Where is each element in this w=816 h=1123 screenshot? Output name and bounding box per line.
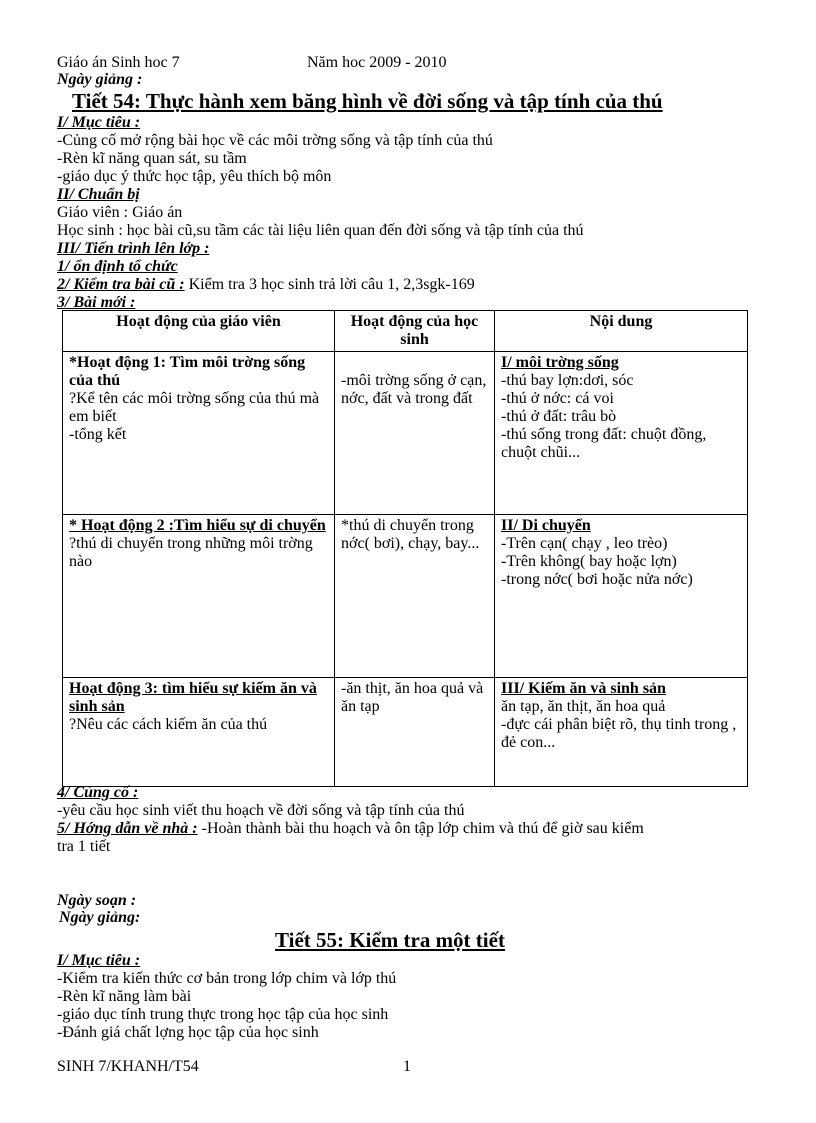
lesson55-objective: -Rèn kĩ năng làm bài bbox=[57, 988, 192, 1005]
table-header-student: Hoạt động của học sinh bbox=[335, 311, 495, 352]
lesson54-title: Tiết 54: Thực hành xem băng hình về đời sống và tập tính của thú bbox=[72, 89, 663, 113]
content-cell bbox=[495, 515, 748, 678]
teacher-activity-line: ?thú di chuyển trong những môi trờng nào bbox=[69, 535, 313, 570]
header-left: Giáo án Sinh hoc 7 bbox=[57, 54, 180, 71]
table-row bbox=[63, 678, 748, 787]
lesson54-objective: -Rèn kĩ năng quan sát, su tầm bbox=[57, 150, 247, 167]
lesson54-step2-text: Kiểm tra 3 học sinh trả lời câu 1, 2,3sgk-169 bbox=[184, 276, 475, 293]
student-cell bbox=[335, 515, 495, 678]
content-line: ăn tạp, ăn thịt, ăn hoa quả bbox=[501, 698, 666, 715]
content-cell bbox=[495, 678, 748, 787]
student-cell bbox=[335, 678, 495, 787]
teacher-activity-line: ?Nêu các cách kiếm ăn của thú bbox=[69, 716, 268, 733]
page-number: 1 bbox=[403, 1058, 411, 1075]
table-header-teacher: Hoạt động của giáo viên bbox=[63, 311, 335, 352]
content-title: III/ Kiếm ăn và sinh sản bbox=[501, 680, 666, 697]
content-line: -Trên không( bay hoặc lợn) bbox=[501, 553, 677, 570]
lesson54-step1: 1/ ổn định tổ chức bbox=[57, 258, 178, 275]
table-header-content: Nội dung bbox=[495, 311, 748, 352]
teacher-activity-line: -tổng kết bbox=[69, 426, 127, 443]
content-line: -thú bay lợn:dơi, sóc bbox=[501, 372, 634, 389]
lesson54-step2-label: 2/ Kiểm tra bài cũ : bbox=[57, 276, 185, 293]
content-title: II/ Di chuyển bbox=[501, 517, 591, 534]
lesson54-step4-text: -yêu cầu học sinh viết thu hoạch về đời sống và tập tính của thú bbox=[57, 802, 465, 819]
lesson54-step3: 3/ Bài mới : bbox=[57, 294, 136, 311]
activity-table bbox=[62, 310, 748, 787]
lesson54-prep-teacher: Giáo viên : Giáo án bbox=[57, 204, 183, 221]
table-header-row bbox=[63, 311, 748, 352]
lesson54-step5 bbox=[57, 820, 644, 838]
content-line: -thú ở nớc: cá voi bbox=[501, 390, 614, 407]
table-row bbox=[63, 352, 748, 515]
student-activity-line: *thú di chuyển trong nớc( bơi), chạy, bay... bbox=[341, 517, 480, 552]
lesson55-objectives-heading: I/ Mục tiêu : bbox=[57, 952, 141, 969]
lesson55-prep-date-label: Ngày soạn : bbox=[57, 892, 137, 909]
lesson54-objective: -Củng cố mở rộng bài học về các môi trờng sống và tập tính của thú bbox=[57, 132, 493, 149]
lesson54-step5-text-continued: tra 1 tiết bbox=[57, 838, 111, 855]
teacher-activity-title: * Hoạt động 2 :Tìm hiểu sự di chuyển bbox=[69, 517, 326, 534]
lesson55-objective: -giáo dục tính trung thực trong học tập của học sinh bbox=[57, 1006, 389, 1023]
teacher-cell bbox=[63, 678, 335, 787]
content-line: -thú ở đất: trâu bò bbox=[501, 408, 617, 425]
student-activity-line: -môi trờng sống ở cạn, nớc, đất và trong đất bbox=[341, 372, 487, 407]
content-line: -Trên cạn( chạy , leo trèo) bbox=[501, 535, 668, 552]
lesson54-objective: -giáo dục ý thức học tập, yêu thích bộ môn bbox=[57, 168, 332, 185]
teacher-activity-title: *Hoạt động 1: Tìm môi trờng sống của thú bbox=[69, 354, 306, 389]
teacher-cell bbox=[63, 515, 335, 678]
lesson54-date-label: Ngày giảng : bbox=[57, 71, 143, 88]
content-line: -đực cái phân biệt rõ, thụ tinh trong , đẻ con... bbox=[501, 716, 737, 751]
lesson55-objective: -Kiểm tra kiến thức cơ bản trong lớp chim và lớp thú bbox=[57, 970, 397, 987]
lesson54-step2 bbox=[57, 276, 475, 294]
lesson55-date-label: Ngày giảng: bbox=[59, 909, 141, 926]
table-row bbox=[63, 515, 748, 678]
lesson55-title: Tiết 55: Kiểm tra một tiết bbox=[275, 928, 505, 952]
lesson54-objectives-heading: I/ Mục tiêu : bbox=[57, 114, 141, 131]
lesson55-objective: -Đánh giá chất lợng học tập của học sinh bbox=[57, 1024, 319, 1041]
lesson54-step5-label: 5/ Hớng dẫn về nhà : bbox=[57, 820, 198, 837]
lesson54-process-heading: III/ Tiến trình lên lớp : bbox=[57, 240, 210, 257]
header-right: Năm hoc 2009 - 2010 bbox=[307, 54, 447, 71]
content-cell bbox=[495, 352, 748, 515]
content-title: I/ môi trờng sống bbox=[501, 354, 619, 371]
teacher-activity-line: ?Kể tên các môi trờng sống của thú mà em biết bbox=[69, 390, 320, 425]
lesson54-step5-text: -Hoàn thành bài thu hoạch và ôn tập lớp chim và thú để giờ sau kiểm bbox=[197, 820, 644, 837]
student-cell bbox=[335, 352, 495, 515]
footer-left: SINH 7/KHANH/T54 bbox=[57, 1058, 199, 1075]
lesson54-prep-student: Học sinh : học bài cũ,su tầm các tài liệu liên quan đến đời sống và tập tính của thú bbox=[57, 222, 584, 239]
teacher-activity-title: Hoạt động 3: tìm hiểu sự kiếm ăn và sinh sản bbox=[69, 680, 317, 715]
lesson54-step4-label: 4/ Củng cố : bbox=[57, 784, 139, 801]
student-activity-line: -ăn thịt, ăn hoa quả và ăn tạp bbox=[341, 680, 484, 715]
content-line: -trong nớc( bơi hoặc nửa nớc) bbox=[501, 571, 693, 588]
teacher-cell bbox=[63, 352, 335, 515]
content-line: -thú sống trong đất: chuột đồng, chuột chũi... bbox=[501, 426, 707, 461]
lesson54-prep-heading: II/ Chuẩn bị bbox=[57, 186, 140, 203]
